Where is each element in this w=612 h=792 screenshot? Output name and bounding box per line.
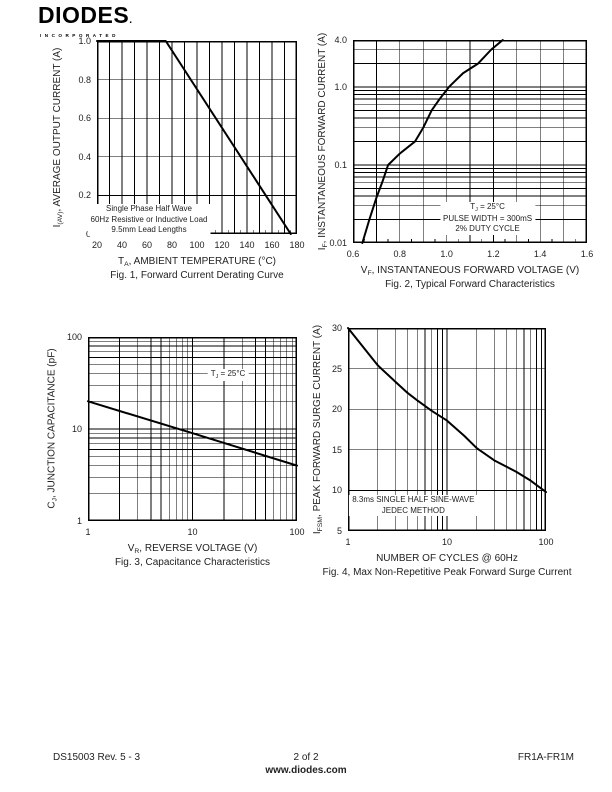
fig4-y-tick-label: 15 [331, 444, 342, 455]
fig1-y-tick-label: 0.4 [78, 151, 91, 162]
footer-website-link[interactable]: www.diodes.com [265, 765, 347, 776]
fig1-annotation-line-1: Single Phase Half Wave [106, 204, 192, 214]
fig2-x-tick-label: 1.4 [533, 249, 547, 259]
fig3-x-tick-label: 10 [187, 527, 198, 537]
logo-subtitle-text: INCORPORATED [40, 33, 119, 38]
fig1-x-tick-label: 160 [264, 240, 280, 250]
fig1-annotation-line-3: 9.5mm Lead Lengths [111, 225, 187, 235]
fig3-y-tick-label: 100 [66, 332, 82, 342]
fig1-x-tick-label: 60 [141, 240, 152, 250]
fig1-annotation [88, 204, 211, 236]
fig2-x-tick-label: 1.0 [440, 249, 453, 259]
fig2-y-axis-title: $I_F$, INSTANTANEOUS FORWARD CURRENT (A) [316, 32, 329, 250]
fig1-x-axis-title: $T_A$, AMBIENT TEMPERATURE (°C) [117, 256, 276, 269]
fig2-annotation-line-2: PULSE WIDTH = 300mS [442, 213, 533, 223]
footer-page-number: 2 of 2 [293, 752, 319, 763]
fig4-y-tick-label: 5 [336, 526, 342, 536]
fig1-annotation-line-2: 60Hz Resistive or Inductive Load [90, 214, 208, 224]
fig4-annotation [349, 495, 477, 516]
fig4-y-axis-title: $I_{FSM}$, PEAK FORWARD SURGE CURRENT (A) [311, 324, 324, 534]
fig3-y-tick-label: 1 [76, 516, 82, 526]
fig1-x-tick-label: 100 [189, 240, 205, 250]
fig1-y-tick-label: 0.2 [78, 190, 91, 201]
fig3-x-tick-label: 100 [289, 527, 305, 537]
fig4-x-tick-label: 100 [538, 537, 554, 547]
fig2-x-tick-label: 0.8 [393, 249, 407, 259]
fig2-annotation [440, 202, 535, 235]
fig2-x-tick-label: 1.6 [580, 249, 594, 259]
fig2-x-axis-title: $V_F$, INSTANTANEOUS FORWARD VOLTAGE (V) [360, 265, 580, 278]
footer-doc-revision: DS15003 Rev. 5 - 3 [53, 752, 141, 763]
fig4-caption: Fig. 4, Max Non-Repetitive Peak Forward Surge Current [322, 567, 572, 578]
fig4-annotation-line-1: 8.3ms SINGLE HALF SINE-WAVE [352, 495, 475, 505]
fig1-x-tick-label: 40 [116, 240, 127, 250]
logo-trademark-dot: . [129, 15, 133, 26]
fig2-x-tick-label: 0.6 [346, 249, 360, 259]
fig1-y-axis-title: $I_{(AV)}$, AVERAGE OUTPUT CURRENT (A) [51, 47, 64, 227]
fig1-y-tick-label: 1.0 [78, 36, 91, 46]
fig3-annotation [208, 369, 249, 381]
fig4-y-tick-label: 10 [331, 485, 342, 496]
fig1-x-tick-label: 80 [166, 240, 177, 250]
fig4-y-tick-label: 25 [331, 363, 342, 374]
fig4-annotation-line-2: JEDEC METHOD [381, 505, 445, 515]
fig2-y-tick-label: 0.01 [329, 238, 347, 248]
fig4-x-axis-title: NUMBER OF CYCLES @ 60Hz [376, 553, 518, 564]
fig3-y-tick-label: 10 [71, 424, 82, 434]
fig3-y-axis-title: $C_J$, JUNCTION CAPACITANCE (pF) [46, 348, 59, 509]
fig2-annotation-line-1: $T_J = 25^\circ C$ [470, 202, 505, 214]
fig2-y-tick-label: 0.1 [334, 159, 347, 170]
fig1-x-tick-label: 20 [91, 240, 102, 250]
fig1-x-tick-label: 180 [289, 240, 305, 250]
fig2-y-tick-label: 1.0 [334, 81, 347, 92]
fig1-y-tick-label: 0.8 [78, 74, 91, 85]
fig2-caption: Fig. 2, Typical Forward Characteristics [385, 279, 555, 290]
fig4-y-tick-label: 30 [331, 323, 342, 333]
fig4-x-tick-label: 1 [345, 537, 351, 547]
fig2-x-tick-label: 1.2 [487, 249, 500, 259]
fig4-y-tick-label: 20 [331, 404, 342, 415]
fig4-x-tick-label: 10 [441, 537, 452, 547]
fig3-x-axis-title: $V_R$, REVERSE VOLTAGE (V) [127, 543, 258, 556]
fig1-y-tick-label: 0.6 [78, 113, 91, 124]
fig3-annotation-line-1: $T_J = 25^\circ C$ [210, 369, 246, 380]
fig1-caption: Fig. 1, Forward Current Derating Curve [110, 270, 284, 281]
footer-part-number: FR1A-FR1M [517, 752, 574, 763]
fig3-x-tick-label: 1 [85, 527, 91, 537]
fig3-caption: Fig. 3, Capacitance Characteristics [114, 557, 271, 568]
fig1-x-tick-label: 120 [214, 240, 230, 250]
logo-brand-word: DIODES [38, 2, 130, 28]
fig2-y-tick-label: 4.0 [334, 35, 347, 45]
fig1-x-tick-label: 140 [239, 240, 255, 250]
fig2-annotation-line-3: 2% DUTY CYCLE [455, 224, 520, 234]
